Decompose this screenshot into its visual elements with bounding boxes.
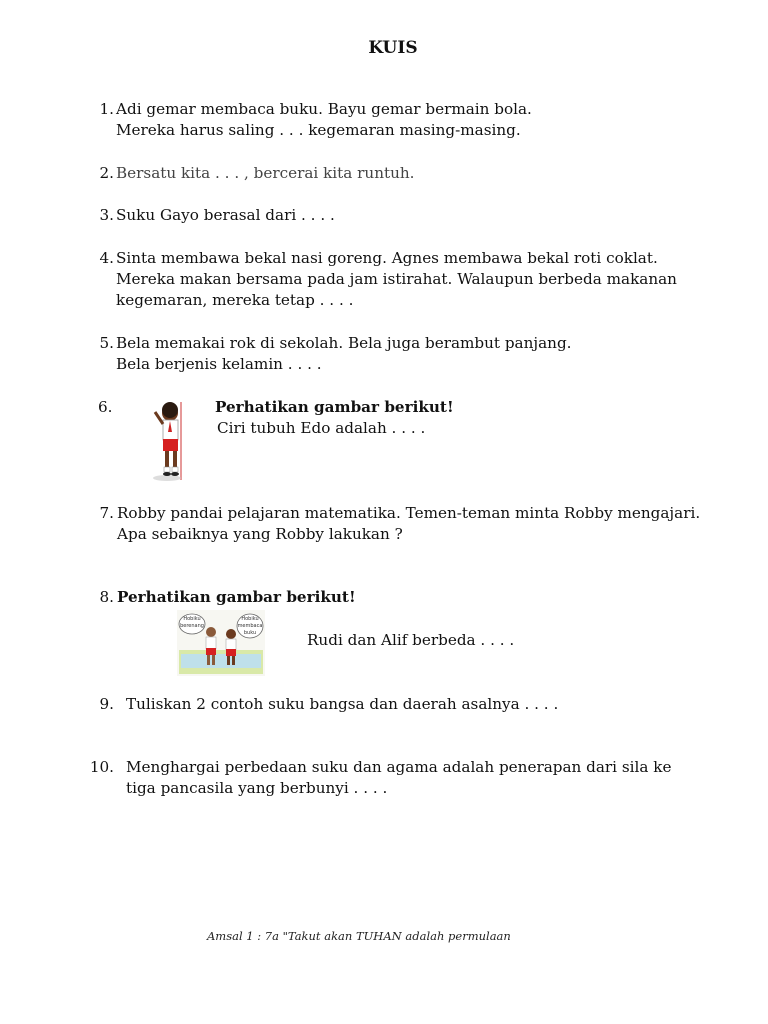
question-number: 2. [99, 164, 114, 182]
question-text: kegemaran, mereka tetap . . . . [116, 291, 354, 309]
question-1 [98, 99, 532, 141]
question-text: Apa sebaiknya yang Robby lakukan ? [117, 525, 403, 543]
question-number: 7. [99, 504, 114, 522]
question-text: Mereka harus saling . . . kegemaran masing-masing. [116, 121, 521, 139]
question-heading: Perhatikan gambar berikut! [215, 398, 454, 416]
question-number: 10. [89, 758, 114, 776]
svg-text:membaca: membaca [237, 623, 263, 629]
question-3 [98, 205, 335, 226]
question-2 [98, 163, 414, 184]
question-text: Tuliskan 2 contoh suku bangsa dan daerah asalnya . . . . [126, 695, 559, 713]
question-text: Menghargai perbedaan suku dan agama adalah penerapan dari sila ke [126, 758, 672, 776]
question-text: Mereka makan bersama pada jam istirahat. Walaupun berbeda makanan [116, 270, 677, 288]
svg-text:berenang: berenang [180, 623, 204, 629]
question-10 [89, 757, 671, 799]
question-4 [98, 248, 677, 311]
question-6-number-wrap [98, 397, 113, 418]
question-text: Bela berjenis kelamin . . . . [116, 355, 322, 373]
question-text: Bersatu kita . . . , bercerai kita runtuh. [116, 164, 415, 182]
svg-text:buku: buku [243, 630, 257, 636]
rudi-alif-picture [177, 610, 265, 676]
question-8 [98, 587, 356, 608]
question-text: Robby pandai pelajaran matematika. Temen-teman minta Robby mengajari. [117, 504, 701, 522]
svg-text:Hobiku: Hobiku [183, 616, 201, 622]
question-5 [98, 333, 572, 375]
question-8-text-wrap [307, 630, 514, 651]
question-number: 5. [99, 334, 114, 352]
question-text: tiga pancasila yang berbunyi . . . . [126, 779, 388, 797]
edo-picture [146, 398, 186, 482]
question-7 [98, 503, 700, 545]
question-text: Ciri tubuh Edo adalah . . . . [217, 419, 426, 437]
question-number: 3. [99, 206, 114, 224]
question-number: 6. [98, 398, 113, 416]
question-heading: Perhatikan gambar berikut! [117, 588, 356, 606]
question-text: Bela memakai rok di sekolah. Bela juga berambut panjang. [116, 334, 572, 352]
question-text: Sinta membawa bekal nasi goreng. Agnes membawa bekal roti coklat. [116, 249, 658, 267]
question-number: 1. [99, 100, 114, 118]
question-6 [215, 397, 454, 439]
footer-verse: Amsal 1 : 7a "Takut akan TUHAN adalah permulaan [207, 929, 511, 943]
question-text: Rudi dan Alif berbeda . . . . [307, 631, 515, 649]
question-text: Suku Gayo berasal dari . . . . [116, 206, 335, 224]
svg-text:Hobiku: Hobiku [241, 616, 259, 622]
question-text: Adi gemar membaca buku. Bayu gemar bermain bola. [116, 100, 532, 118]
question-9 [98, 694, 558, 715]
question-number: 8. [99, 588, 114, 606]
question-number: 9. [99, 695, 114, 713]
quiz-title: KUIS [368, 38, 418, 58]
question-number: 4. [99, 249, 114, 267]
